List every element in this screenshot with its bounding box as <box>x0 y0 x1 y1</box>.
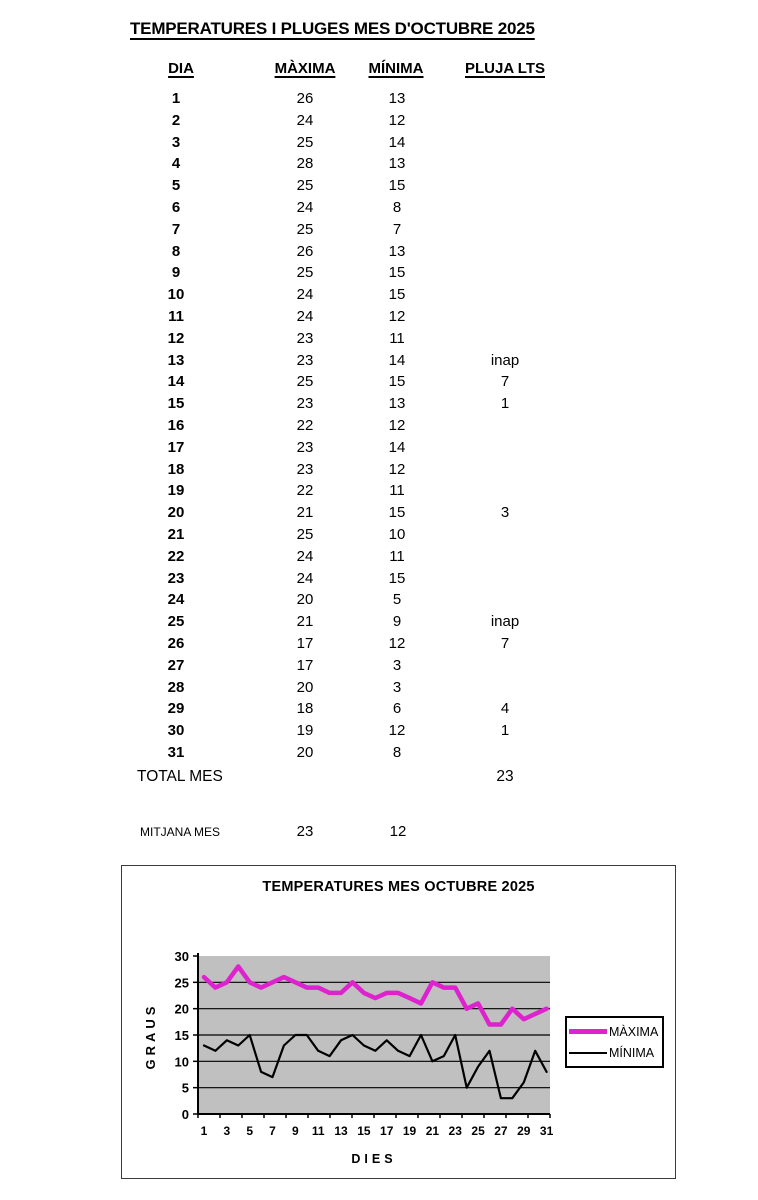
mean-max-value: 23 <box>296 822 314 840</box>
cell-minima: 3 <box>392 656 402 674</box>
cell-maxima: 25 <box>296 373 314 391</box>
cell-dia: 22 <box>167 547 185 565</box>
cell-dia: 10 <box>167 286 185 304</box>
cell-maxima: 23 <box>296 329 314 347</box>
cell-minima: 15 <box>388 286 406 304</box>
legend-item-maxima <box>569 1025 660 1039</box>
table-row <box>137 393 617 415</box>
cell-dia: 17 <box>167 438 185 456</box>
cell-maxima: 24 <box>296 307 314 325</box>
table-row <box>137 655 617 677</box>
table-row <box>137 153 617 175</box>
table-row <box>137 742 617 764</box>
svg-text:20: 20 <box>174 1001 189 1017</box>
svg-text:17: 17 <box>380 1124 394 1138</box>
header-minima: MÍNIMA <box>368 60 424 77</box>
cell-maxima: 20 <box>296 678 314 696</box>
temperature-chart <box>121 865 676 1179</box>
cell-minima: 10 <box>388 525 406 543</box>
cell-minima: 12 <box>388 634 406 652</box>
cell-minima: 11 <box>389 329 405 347</box>
legend-label-minima: MÍNIMA <box>609 1045 655 1060</box>
cell-maxima: 19 <box>296 722 314 740</box>
cell-dia: 15 <box>167 395 185 413</box>
cell-minima: 14 <box>388 351 406 369</box>
svg-text:19: 19 <box>402 1124 417 1138</box>
cell-dia: 28 <box>167 678 185 696</box>
table-row <box>137 698 617 720</box>
cell-maxima: 24 <box>296 286 314 304</box>
table-row <box>137 480 617 502</box>
cell-dia: 30 <box>167 722 185 740</box>
cell-pluja: 7 <box>500 373 510 391</box>
page-title: TEMPERATURES I PLUGES MES D'OCTUBRE 2025 <box>130 19 535 38</box>
table-row <box>137 328 617 350</box>
table-row <box>137 524 617 546</box>
cell-minima: 9 <box>392 613 402 631</box>
table-row <box>137 284 617 306</box>
cell-pluja: 1 <box>500 395 510 413</box>
cell-dia: 3 <box>171 133 181 151</box>
cell-maxima: 24 <box>296 547 314 565</box>
svg-text:3: 3 <box>223 1124 231 1138</box>
total-label: TOTAL MES <box>137 767 223 785</box>
svg-text:31: 31 <box>539 1124 554 1138</box>
cell-minima: 12 <box>388 416 406 434</box>
legend-item-minima <box>569 1046 660 1060</box>
cell-pluja: 7 <box>500 634 510 652</box>
table-row <box>137 415 617 437</box>
total-row <box>137 766 617 788</box>
cell-minima: 12 <box>388 111 406 129</box>
table-row <box>137 568 617 590</box>
table-row <box>137 197 617 219</box>
cell-maxima: 22 <box>296 482 314 500</box>
temperature-table <box>137 60 617 843</box>
cell-dia: 4 <box>171 155 181 173</box>
cell-minima: 15 <box>388 569 406 587</box>
cell-maxima: 24 <box>296 198 314 216</box>
cell-maxima: 24 <box>296 569 314 587</box>
cell-maxima: 20 <box>296 743 314 761</box>
cell-maxima: 23 <box>296 351 314 369</box>
cell-maxima: 23 <box>296 395 314 413</box>
cell-maxima: 26 <box>296 242 314 260</box>
cell-dia: 21 <box>167 525 185 543</box>
minima-line-swatch <box>569 1052 607 1054</box>
cell-maxima: 21 <box>296 504 314 522</box>
mean-row <box>137 821 617 843</box>
cell-maxima: 18 <box>296 700 314 718</box>
cell-dia: 26 <box>167 634 185 652</box>
cell-minima: 7 <box>392 220 402 238</box>
cell-maxima: 25 <box>296 525 314 543</box>
cell-dia: 18 <box>167 460 185 478</box>
header-pluja: PLUJA LTS <box>464 60 545 77</box>
cell-dia: 16 <box>167 416 185 434</box>
cell-minima: 15 <box>388 373 406 391</box>
table-row <box>137 262 617 284</box>
cell-maxima: 17 <box>296 656 314 674</box>
table-row <box>137 110 617 132</box>
cell-minima: 8 <box>392 198 402 216</box>
cell-dia: 19 <box>167 482 185 500</box>
cell-dia: 25 <box>167 613 185 631</box>
mean-min-value: 12 <box>389 822 407 840</box>
cell-pluja: 1 <box>500 722 510 740</box>
svg-text:0: 0 <box>181 1107 189 1122</box>
cell-pluja: inap <box>490 613 520 631</box>
cell-dia: 24 <box>167 591 185 609</box>
table-body <box>137 88 617 764</box>
table-row <box>137 677 617 699</box>
cell-dia: 29 <box>167 700 185 718</box>
cell-maxima: 28 <box>296 155 314 173</box>
table-row <box>137 306 617 328</box>
table-row <box>137 437 617 459</box>
table-header-row <box>137 60 617 88</box>
table-row <box>137 241 617 263</box>
cell-maxima: 22 <box>296 416 314 434</box>
table-row <box>137 502 617 524</box>
cell-minima: 12 <box>388 460 406 478</box>
cell-dia: 23 <box>167 569 185 587</box>
cell-dia: 1 <box>171 90 181 107</box>
cell-minima: 14 <box>388 438 406 456</box>
cell-dia: 14 <box>167 373 185 391</box>
cell-maxima: 24 <box>296 111 314 129</box>
cell-minima: 14 <box>388 133 406 151</box>
cell-minima: 13 <box>388 242 406 260</box>
svg-text:25: 25 <box>174 975 189 991</box>
svg-text:15: 15 <box>357 1124 371 1138</box>
svg-text:30: 30 <box>174 949 189 964</box>
cell-maxima: 20 <box>296 591 314 609</box>
table-row <box>137 219 617 241</box>
cell-minima: 13 <box>388 155 406 173</box>
cell-dia: 5 <box>171 177 181 195</box>
cell-minima: 12 <box>388 307 406 325</box>
svg-text:11: 11 <box>311 1124 325 1138</box>
svg-text:25: 25 <box>471 1124 485 1138</box>
cell-minima: 13 <box>388 90 406 107</box>
cell-dia: 11 <box>168 307 184 325</box>
table-row <box>137 88 617 110</box>
svg-text:13: 13 <box>334 1124 348 1138</box>
svg-text:5: 5 <box>246 1124 254 1138</box>
cell-dia: 27 <box>167 656 185 674</box>
svg-text:29: 29 <box>517 1124 531 1138</box>
cell-minima: 15 <box>388 177 406 195</box>
svg-text:21: 21 <box>425 1124 440 1138</box>
cell-maxima: 25 <box>296 133 314 151</box>
table-row <box>137 633 617 655</box>
cell-dia: 7 <box>171 220 181 238</box>
cell-minima: 6 <box>392 700 402 718</box>
cell-dia: 12 <box>167 329 185 347</box>
table-row <box>137 611 617 633</box>
cell-pluja: 3 <box>500 504 510 522</box>
cell-dia: 6 <box>171 198 181 216</box>
cell-maxima: 23 <box>296 438 314 456</box>
header-maxima: MÀXIMA <box>274 60 336 77</box>
cell-dia: 2 <box>171 111 181 129</box>
cell-minima: 5 <box>392 591 402 609</box>
svg-text:1: 1 <box>200 1124 208 1138</box>
table-row <box>137 720 617 742</box>
cell-minima: 15 <box>388 504 406 522</box>
cell-minima: 3 <box>392 678 402 696</box>
header-dia: DIA <box>168 60 194 77</box>
cell-dia: 13 <box>167 351 185 369</box>
table-row <box>137 371 617 393</box>
svg-text:7: 7 <box>269 1124 276 1138</box>
table-row <box>137 132 617 154</box>
cell-minima: 8 <box>392 743 402 761</box>
cell-maxima: 25 <box>296 264 314 282</box>
cell-maxima: 25 <box>296 177 314 195</box>
cell-minima: 13 <box>388 395 406 413</box>
chart-legend <box>565 1016 664 1068</box>
table-row <box>137 589 617 611</box>
cell-maxima: 21 <box>296 613 314 631</box>
cell-maxima: 25 <box>296 220 314 238</box>
svg-text:5: 5 <box>181 1080 189 1096</box>
cell-minima: 11 <box>389 547 405 565</box>
cell-dia: 31 <box>167 743 185 761</box>
cell-maxima: 17 <box>296 634 314 652</box>
y-axis-title: GRAUS <box>143 1002 158 1070</box>
cell-minima: 12 <box>388 722 406 740</box>
cell-dia: 20 <box>167 504 185 522</box>
mean-label: MITJANA MES <box>140 824 221 839</box>
svg-text:9: 9 <box>292 1124 299 1138</box>
table-row <box>137 459 617 481</box>
total-pluja-value: 23 <box>496 767 514 785</box>
cell-minima: 11 <box>389 482 405 500</box>
cell-dia: 9 <box>171 264 181 282</box>
maxima-line-swatch <box>569 1029 607 1034</box>
cell-pluja: inap <box>490 351 520 369</box>
cell-minima: 15 <box>388 264 406 282</box>
cell-dia: 8 <box>171 242 181 260</box>
svg-text:15: 15 <box>174 1028 189 1043</box>
cell-pluja: 4 <box>500 700 510 718</box>
x-axis-title: DIES <box>351 1152 397 1166</box>
svg-text:27: 27 <box>494 1124 508 1138</box>
svg-text:23: 23 <box>448 1124 462 1138</box>
cell-maxima: 26 <box>296 90 314 107</box>
chart-title: TEMPERATURES MES OCTUBRE 2025 <box>262 879 535 895</box>
cell-maxima: 23 <box>296 460 314 478</box>
table-row <box>137 175 617 197</box>
table-row <box>137 350 617 372</box>
legend-label-maxima: MÀXIMA <box>609 1024 659 1039</box>
svg-text:10: 10 <box>174 1054 189 1070</box>
table-row <box>137 546 617 568</box>
